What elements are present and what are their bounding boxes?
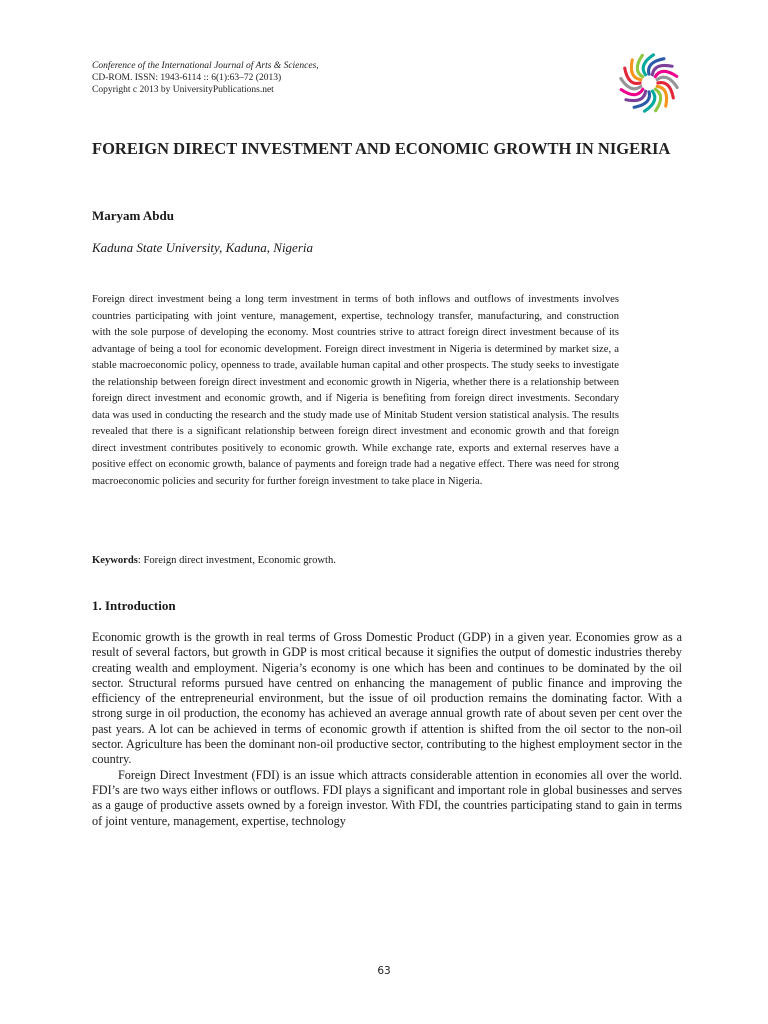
pinwheel-logo-icon (618, 52, 680, 114)
keywords (92, 553, 336, 568)
paragraph: Foreign Direct Investment (FDI) is an issue which attracts considerable attention in economies all over the world. FDI’s are two ways either inflows or outflows. FDI plays a significant and important role in global businesses and serves as a gauge of productive assets owned by a foreign investor. With FDI, the countries participating stand to gain in terms of joint venture, management, expertise, technology (92, 767, 682, 828)
body-text (92, 630, 682, 829)
page-number: 63 (377, 965, 391, 977)
keywords-label: Keywords (92, 555, 138, 566)
journal-name: Conference of the International Journal of Arts & Sciences, (92, 61, 319, 71)
author-affiliation: Kaduna State University, Kaduna, Nigeria (92, 240, 313, 255)
paper-title: FOREIGN DIRECT INVESTMENT AND ECONOMIC GROWTH IN NIGERIA (92, 139, 671, 158)
journal-header (92, 60, 319, 96)
section-heading: 1. Introduction (92, 598, 176, 613)
paragraph: Economic growth is the growth in real terms of Gross Domestic Product (GDP) in a given year. Economies grow as a result of several factors, but growth in GDP is most critical because it signifies the output of domestic industries thereby creating wealth and employment. Nigeria’s economy is one which has been and continues to be dominated by the oil sector. Structural reforms pursued have centred on enhancing the management of public finance and improving the efficiency of the entrepreneurial environment, but the issue of oil production remains the dominating factor. With a strong surge in oil production, the economy has achieved an average annual growth rate of about seven per cent over the past years. A lot can be achieved in terms of economic growth if attention is shifted from the oil sector to the non-oil sector. Agriculture has been the dominant non-oil productive sector, contributing to the highest employment sector in the country. (92, 630, 682, 767)
logo-center (642, 76, 657, 91)
keywords-text: : Foreign direct investment, Economic growth. (137, 555, 336, 566)
abstract: Foreign direct investment being a long term investment in terms of both inflows and outflows of investments involves countries participating with joint venture, management, expertise, technology transfer, manufacturing, and construction with the sole purpose of developing the economy. Most countries strive to attract foreign direct investment because of its advantage of being a tool for economic development. Foreign direct investment in Nigeria is determined by market size, a stable macroeconomic policy, openness to trade, available human capital and other prospects. The study seeks to investigate the relationship between foreign direct investment and economic growth in Nigeria, whether there is a relationship between foreign direct investment and economic growth, and if Nigeria is benefiting from foreign direct investments. Secondary data was used in conducting the research and the study made use of Minitab Student version statistical analysis. The results revealed that there is a significant relationship between foreign direct investment and economic growth and that foreign direct investment contributes positively to economic growth. While exchange rate, exports and external reserves have a positive effect on economic growth, balance of payments and foreign trade had a negative effect. There was need for strong macroeconomic policies and security for further foreign investment to take place in Nigeria. (92, 294, 619, 487)
issn-line: CD-ROM. ISSN: 1943-6114 :: 6(1):63–72 (2013) (92, 73, 282, 83)
author-name: Maryam Abdu (92, 208, 174, 223)
copyright-line: Copyright c 2013 by UniversityPublications.net (92, 85, 274, 95)
